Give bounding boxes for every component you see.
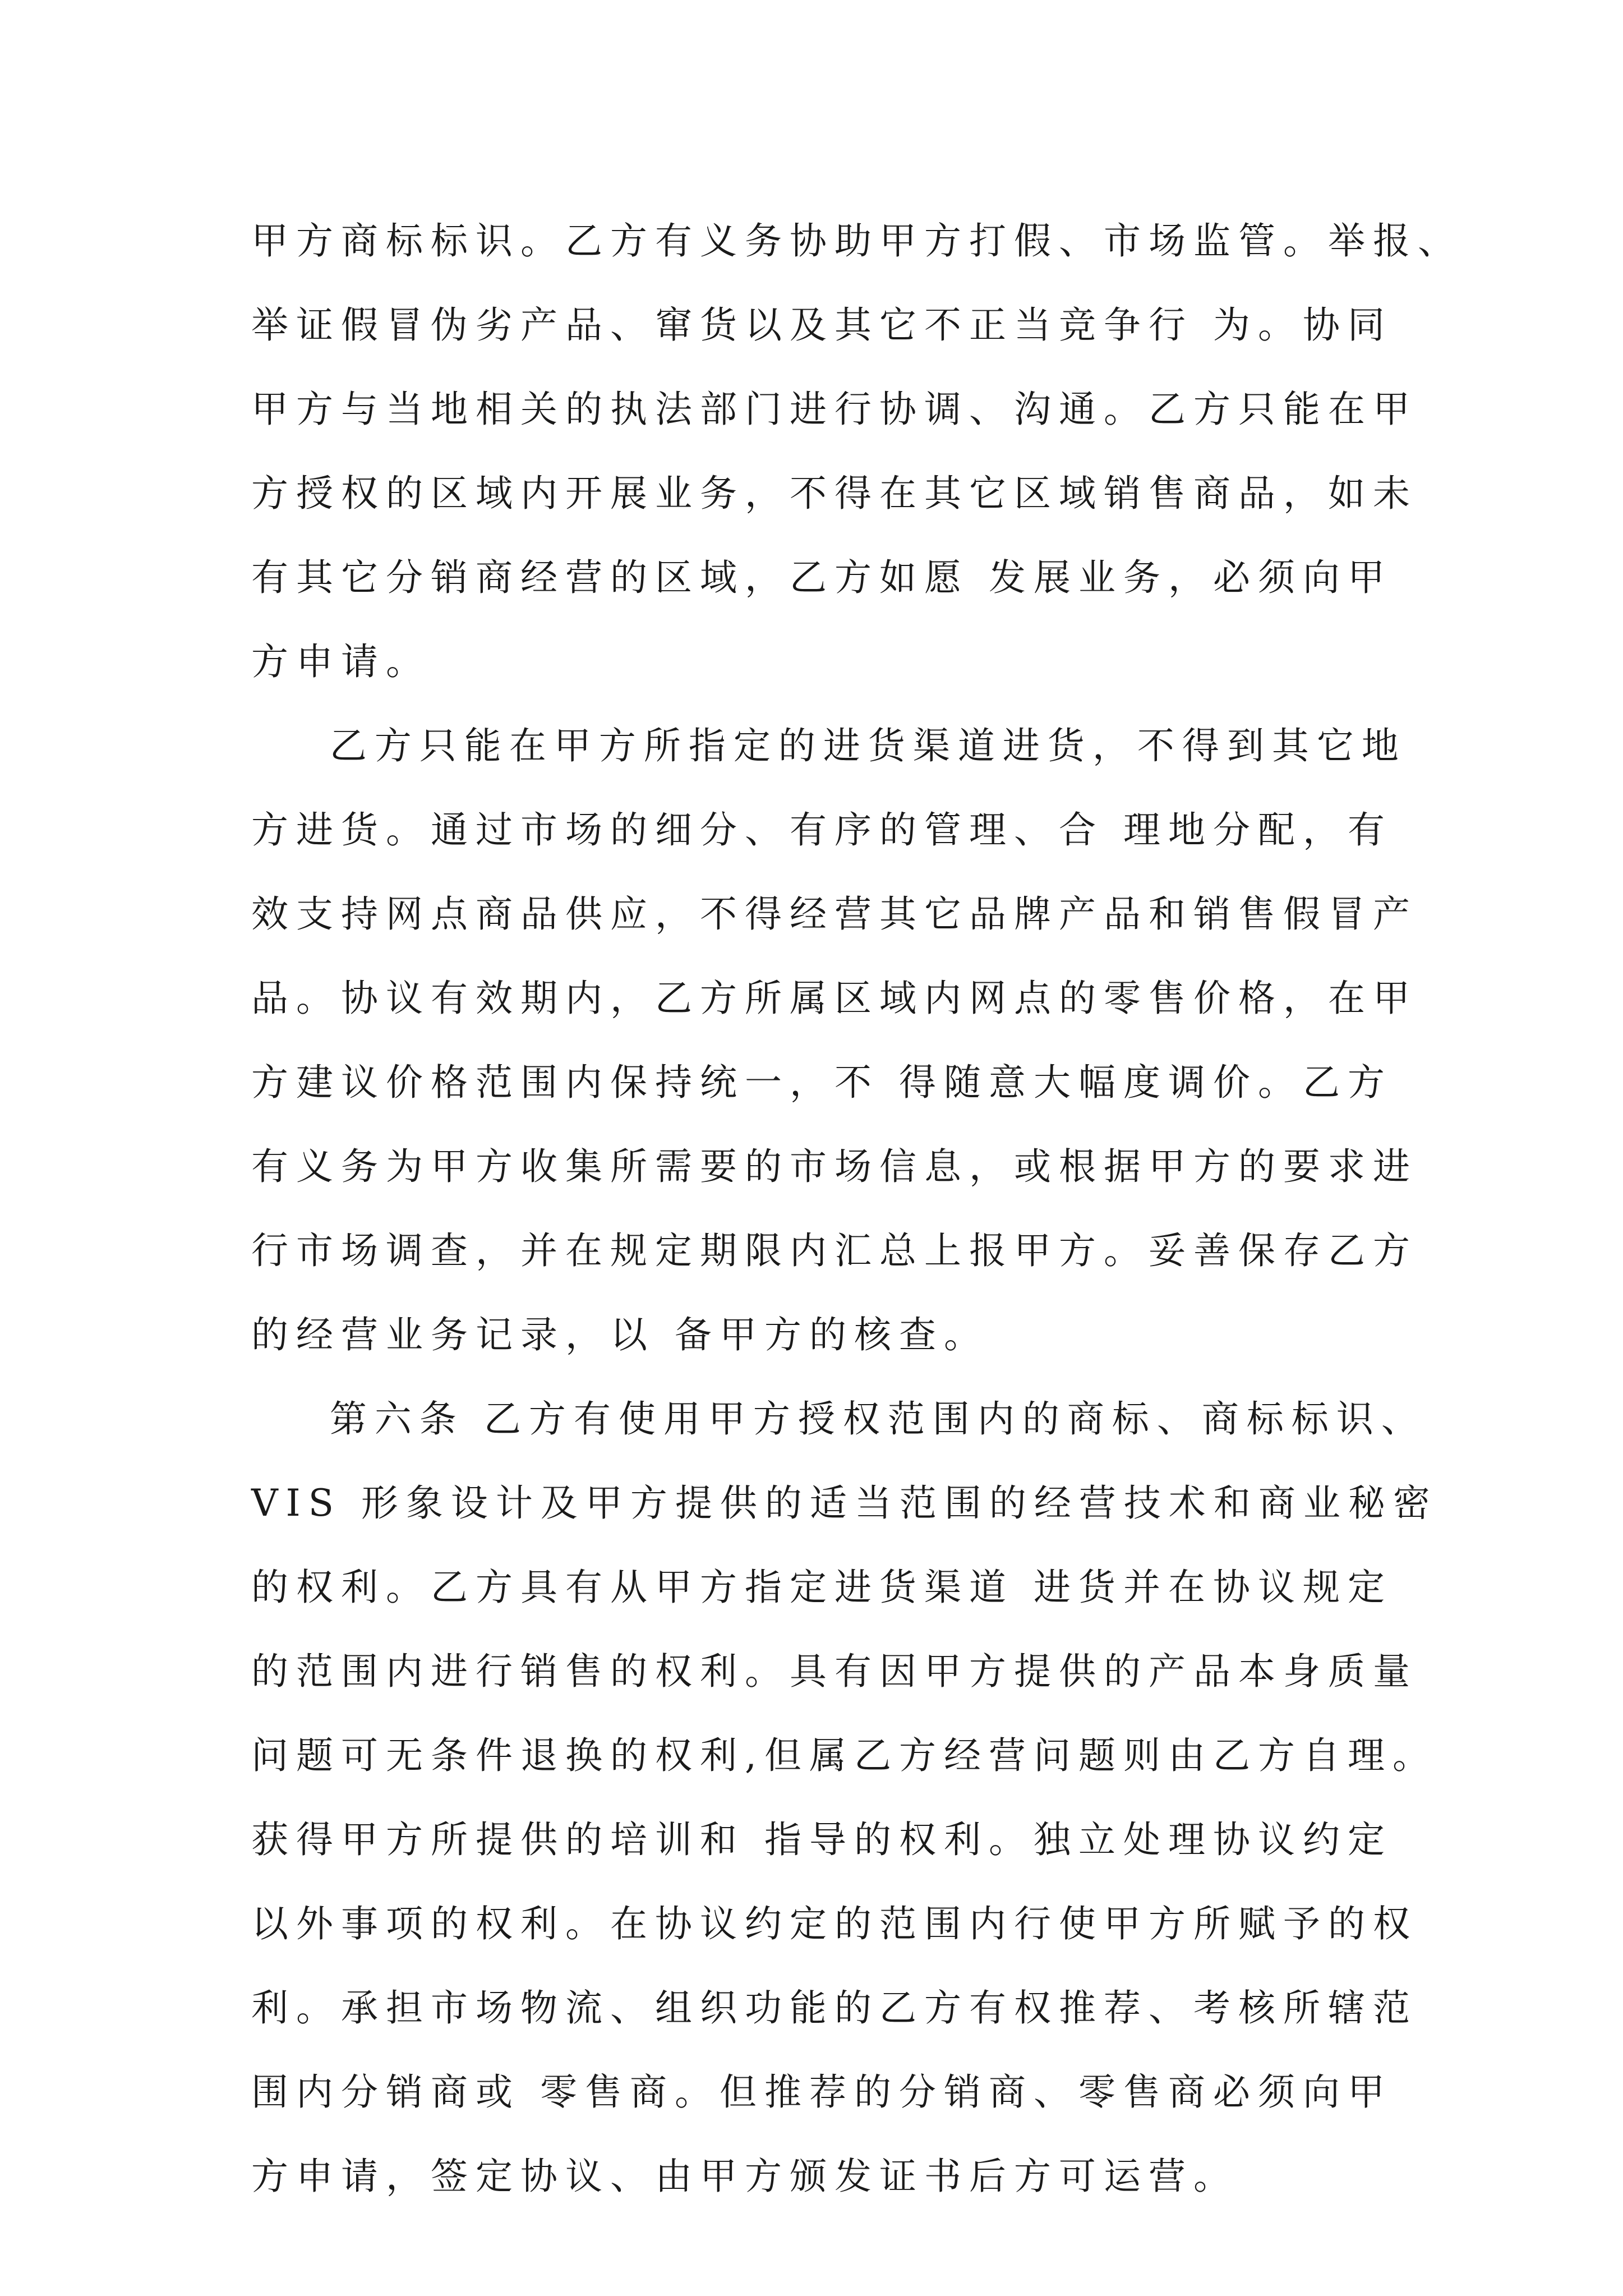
text-line: 的经营业务记录，以 备甲方的核查。 [251, 1313, 989, 1356]
text-line: 品。协议有效期内，乙方所属区域内网点的零售价格，在甲 [251, 977, 1418, 1020]
text-line: 有其它分销商经营的区域，乙方如愿 发展业务，必须向甲 [251, 556, 1393, 599]
text-line: 行市场调查，并在规定期限内汇总上报甲方。妥善保存乙方 [251, 1229, 1418, 1272]
text-line: 甲方与当地相关的执法部门进行协调、沟通。乙方只能在甲 [251, 388, 1418, 431]
text-line: 有义务为甲方收集所需要的市场信息，或根据甲方的要求进 [251, 1145, 1418, 1188]
text-line: 围内分销商或 零售商。但推荐的分销商、零售商必须向甲 [251, 2070, 1393, 2114]
text-line: 以外事项的权利。在协议约定的范围内行使甲方所赋予的权 [251, 1902, 1418, 1945]
paragraph-2 [251, 704, 1418, 1377]
text-line: VIS 形象设计及甲方提供的适当范围的经营技术和商业秘密 [251, 1481, 1438, 1525]
paragraph-3 [251, 1377, 1438, 2219]
text-line: 效支持网点商品供应，不得经营其它品牌产品和销售假冒产 [251, 892, 1418, 936]
text-line: 方申请。 [251, 640, 431, 683]
text-line: 方授权的区域内开展业务，不得在其它区域销售商品，如未 [251, 472, 1418, 515]
text-line: 方建议价格范围内保持统一，不 得随意大幅度调价。乙方 [251, 1061, 1393, 1104]
text-line: 第六条 乙方有使用甲方授权范围内的商标、商标标识、 [251, 1397, 1426, 1441]
text-line: 方进货。通过市场的细分、有序的管理、合 理地分配，有 [251, 808, 1393, 852]
text-line: 的范围内进行销售的权利。具有因甲方提供的产品本身质量 [251, 1650, 1418, 1693]
text-line: 获得甲方所提供的培训和 指导的权利。独立处理协议约定 [251, 1818, 1393, 1861]
paragraph-1 [251, 199, 1463, 704]
text-line: 乙方只能在甲方所指定的进货渠道进货，不得到其它地 [251, 724, 1407, 767]
text-line: 问题可无条件退换的权利,但属乙方经营问题则由乙方自理。 [251, 1734, 1437, 1777]
text-line: 的权利。乙方具有从甲方指定进货渠道 进货并在协议规定 [251, 1566, 1393, 1609]
text-line: 举证假冒伪劣产品、窜货以及其它不正当竞争行 为。协同 [251, 303, 1393, 347]
text-line: 甲方商标标识。乙方有义务协助甲方打假、市场监管。举报、 [251, 219, 1463, 263]
text-line: 方申请，签定协议、由甲方颁发证书后方可运营。 [251, 2155, 1238, 2198]
document-body [251, 199, 1463, 2219]
text-line: 利。承担市场物流、组织功能的乙方有权推荐、考核所辖范 [251, 1986, 1418, 2030]
